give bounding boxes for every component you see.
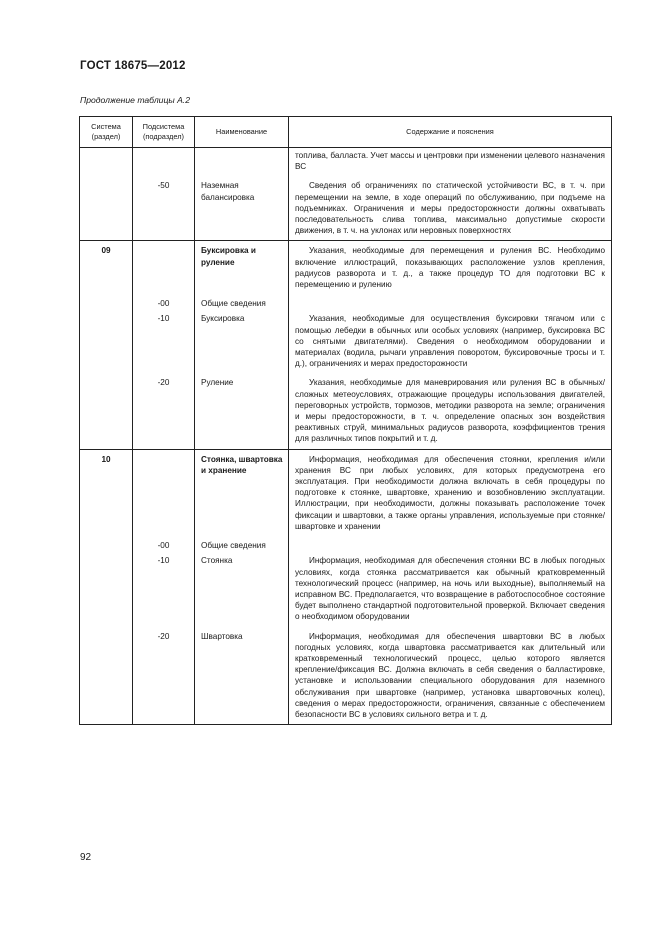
cell-name: Общие сведения [195, 294, 289, 309]
cell-subsystem: -10 [133, 551, 195, 626]
cell-system [80, 536, 133, 551]
cell-content [289, 241, 612, 294]
cell-name: Швартовка [195, 627, 289, 725]
content-text: Информация, необходимая для обеспечения швартовки ВС в любых погодных условиях, когда швартовка рассматривается как длительный или кратковременный технологический процесс, целью которого является крепление/фиксация ВС. Должна включать в себя сведения о балластировке, установке и использовании специального оборудования для наземного обслуживания при швартовке (например, установка швартовочных колец), сведения о мерах предосторожности, ограничения, связанные с обеспечением безопасности ВС в условиях сильного ветра и т. д. [295, 631, 605, 719]
cell-system [80, 627, 133, 725]
cell-system: 10 [80, 449, 133, 536]
cell-content [289, 148, 612, 177]
column-header-content: Содержание и пояснения [289, 117, 612, 148]
cell-subsystem: -20 [133, 373, 195, 449]
table-caption: Продолжение таблицы А.2 [80, 95, 190, 105]
cell-system [80, 148, 133, 177]
cell-name: Общие сведения [195, 536, 289, 551]
table-row [80, 309, 612, 373]
cell-system [80, 551, 133, 626]
cell-subsystem [133, 241, 195, 294]
table-row [80, 449, 612, 536]
content-text: Указания, необходимые для осуществления буксировки тягачом или с помощью лебедки в обычных или особых условиях (например, буксировка ВС со снятыми двигателями). Сведения о необходимом оборудовании и материалах (водила, рычаги управления поворотом, буксировочные тросы и т. д.), ограничениях и мерах предосторожности [295, 314, 605, 369]
cell-subsystem: -10 [133, 309, 195, 373]
cell-name: Руление [195, 373, 289, 449]
cell-name: Стоянка [195, 551, 289, 626]
cell-subsystem [133, 148, 195, 177]
table-row [80, 536, 612, 551]
cell-system [80, 176, 133, 241]
cell-subsystem [133, 449, 195, 536]
page-number: 92 [80, 852, 92, 863]
cell-content [289, 449, 612, 536]
content-text: Указания, необходимые для перемещения и руления ВС. Необходимо включение иллюстраций, показывающих расположение узлов крепления, радиусов разворота и т. д., а также процедур ТО для подготовки ВС к перемещению и рулению [295, 246, 605, 290]
cell-system: 09 [80, 241, 133, 294]
table-row [80, 627, 612, 725]
content-text: Информация, необходимая для обеспечения стоянки, крепления и/или хранения ВС при любых условиях, для которых предусмотрена его эксплуатация. При необходимости должна включать в себя процедуры по подготовке к стоянке, швартовке, хранению и возобновлению эксплуатации. Иллюстрации, при необходимости, должны показывать расположение точек фиксации и швартовки, а также органы управления, используемые при стоянке/швартовке и хранении [295, 454, 605, 531]
table-row [80, 551, 612, 626]
cell-content [289, 294, 612, 309]
cell-system [80, 309, 133, 373]
content-text: Сведения об ограничениях по статической устойчивости ВС, в т. ч. при перемещении на земле, в ходе операций по обслуживанию, при подъеме на подъемниках. Ограничения и меры предосторожности должны охватывать последовательность слива топлива, максимально допустимые скорости движения, в т. ч. на уклонах или неровных поверхностях [295, 181, 605, 236]
cell-content [289, 551, 612, 626]
cell-content [289, 309, 612, 373]
table-row [80, 373, 612, 449]
cell-name [195, 148, 289, 177]
cell-content [289, 536, 612, 551]
table-header-row [80, 117, 612, 148]
column-header-system: Система (раздел) [80, 117, 133, 148]
column-header-subsystem: Подсистема (подраздел) [133, 117, 195, 148]
cell-content [289, 627, 612, 725]
cell-subsystem: -50 [133, 176, 195, 241]
table-row [80, 241, 612, 294]
table-row [80, 294, 612, 309]
cell-subsystem: -00 [133, 294, 195, 309]
cell-content [289, 176, 612, 241]
cell-name: Стоянка, швартовка и хранение [195, 449, 289, 536]
cell-content [289, 373, 612, 449]
column-header-name: Наименование [195, 117, 289, 148]
content-text: топлива, балласта. Учет массы и центровки при изменении целевого назначения ВС [295, 151, 605, 172]
table-row [80, 176, 612, 241]
cell-system [80, 294, 133, 309]
content-table [79, 116, 612, 725]
cell-name: Наземная балансировка [195, 176, 289, 241]
document-code: ГОСТ 18675—2012 [80, 60, 186, 72]
content-text: Информация, необходимая для обеспечения стоянки ВС в любых погодных условиях, когда стоянка рассматривается как обычный кратковременный технологический процесс (например, на ночь или выходные), выполняемый на исправном ВС. Предполагается, что возвращение в работоспособное состояние будет выполнено стандартной подготовительной проверкой. Включает сведения о необходимом оборудовании [295, 556, 605, 622]
cell-name: Буксировка и руление [195, 241, 289, 294]
cell-system [80, 373, 133, 449]
cell-subsystem: -20 [133, 627, 195, 725]
table-row [80, 148, 612, 177]
content-text: Указания, необходимые для маневрирования или руления ВС в обычных/сложных метеоусловиях, отражающие процедуры использования двигателей, переговорных устройств, тормозов, методики разворота на земле; ограничения и меры предосторожности, в т. ч. определение опасных зон воздействия реактивных струй, минимальных радиусов разворота, коэффициентов трения для различных типов покрытий и т. д. [295, 378, 605, 444]
cell-subsystem: -00 [133, 536, 195, 551]
cell-name: Буксировка [195, 309, 289, 373]
